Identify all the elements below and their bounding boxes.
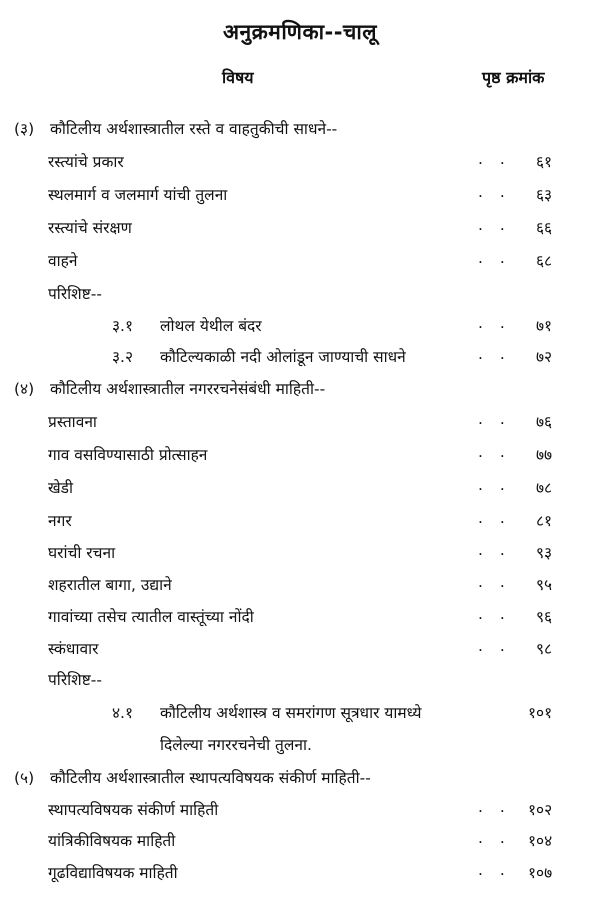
section-heading [0, 766, 600, 794]
appendix-entry [0, 314, 600, 342]
leader-dots: . . [478, 150, 511, 168]
appendix-number: ३.२ [112, 348, 134, 366]
entry-text: नगर [48, 512, 72, 530]
page-number: ९३ [536, 544, 553, 562]
toc-entry [0, 249, 600, 277]
toc-entry [0, 637, 600, 665]
section-number: (३) [14, 120, 35, 138]
leader-dots: . . [478, 509, 511, 527]
leader-dots: . . [478, 573, 511, 591]
entry-text: स्थलमार्ग व जलमार्ग यांची तुलना [48, 186, 228, 204]
page-number: १०२ [528, 801, 553, 819]
entry-text: घरांची रचना [48, 544, 116, 562]
page-number: ७८ [536, 479, 553, 497]
appendix-entry-continuation [0, 733, 600, 761]
toc-entry [0, 150, 600, 178]
leader-dots: . . [478, 216, 511, 234]
page-number: ६१ [536, 153, 553, 171]
page-number: ७१ [536, 317, 553, 335]
appendix-entry [0, 345, 600, 373]
appendix-text: लोथल येथील बंदर [160, 317, 262, 335]
toc-entry [0, 216, 600, 244]
leader-dots: . . [478, 476, 511, 494]
toc-entry [0, 861, 600, 889]
page-number: १०४ [528, 832, 553, 850]
entry-text: शहरातील बागा, उद्याने [48, 576, 172, 594]
page-number: ६३ [536, 186, 553, 204]
toc-entry [0, 410, 600, 438]
leader-dots: . . [478, 345, 511, 363]
page-number-column-header: पृष्ठ क्रमांक [482, 68, 545, 87]
toc-entry [0, 541, 600, 569]
section-number: (४) [14, 380, 35, 398]
section-title: कौटिलीय अर्थशास्त्रातील नगररचनेसंबंधी माहिती-- [50, 380, 326, 398]
subject-column-header: विषय [222, 68, 254, 87]
entry-text: स्कंधावार [48, 640, 99, 658]
leader-dots: . . [478, 798, 511, 816]
leader-dots: . . [478, 605, 511, 623]
toc-entry [0, 829, 600, 857]
entry-text: स्थापत्यविषयक संकीर्ण माहिती [48, 801, 219, 819]
appendix-entry [0, 701, 600, 729]
appendix-label: परिशिष्ट-- [48, 285, 102, 303]
appendix-number: ३.१ [112, 317, 134, 335]
entry-text: खेडी [48, 479, 73, 497]
toc-entry [0, 509, 600, 537]
toc-entry [0, 443, 600, 471]
entry-text: गूढविद्याविषयक माहिती [48, 864, 178, 882]
page-number: १०७ [528, 864, 553, 882]
section-title: कौटिलीय अर्थशास्त्रातील स्थापत्यविषयक संकीर्ण माहिती-- [50, 769, 371, 787]
entry-text: प्रस्तावना [48, 413, 97, 431]
leader-dots: . . [478, 829, 511, 847]
leader-dots: . . [478, 637, 511, 655]
section-number: (५) [14, 769, 35, 787]
leader-dots: . . [478, 183, 511, 201]
leader-dots: . . [478, 314, 511, 332]
appendix-text: दिलेल्या नगररचनेची तुलना. [160, 736, 312, 754]
entry-text: रस्त्यांचे प्रकार [48, 153, 124, 171]
leader-dots: . . [478, 410, 511, 428]
entry-text: गावांच्या तसेच त्यातील वास्तूंच्या नोंदी [48, 608, 254, 626]
page-number: ६८ [536, 252, 553, 270]
toc-entry [0, 605, 600, 633]
appendix-heading [0, 668, 600, 696]
toc-entry [0, 798, 600, 826]
page-number: ८१ [536, 512, 553, 530]
leader-dots: . . [478, 541, 511, 559]
section-heading [0, 377, 600, 405]
page-number: ७७ [536, 446, 553, 464]
page-number: ७६ [536, 413, 553, 431]
page-number: ९६ [536, 608, 553, 626]
page-number: ९८ [536, 640, 553, 658]
page-number: ६६ [536, 219, 553, 237]
entry-text: गाव वसविण्यासाठी प्रोत्साहन [48, 446, 208, 464]
leader-dots: . . [478, 443, 511, 461]
page-number: ९५ [536, 576, 553, 594]
entry-text: यांत्रिकीविषयक माहिती [48, 832, 176, 850]
page-number: ७२ [536, 348, 553, 366]
leader-dots: . . [478, 861, 511, 879]
appendix-text: कौटिल्यकाळी नदी ओलांडून जाण्याची साधने [160, 348, 406, 366]
appendix-heading [0, 282, 600, 310]
leader-dots: . . [478, 249, 511, 267]
appendix-number: ४.१ [112, 704, 134, 722]
appendix-label: परिशिष्ट-- [48, 671, 102, 689]
section-heading [0, 117, 600, 145]
entry-text: वाहने [48, 252, 78, 270]
toc-entry [0, 573, 600, 601]
page-title: अनुक्रमणिका--चालू [222, 20, 378, 44]
entry-text: रस्त्यांचे संरक्षण [48, 219, 132, 237]
toc-entry [0, 476, 600, 504]
section-title: कौटिलीय अर्थशास्त्रातील रस्ते व वाहतुकीची साधने-- [50, 120, 338, 138]
appendix-text: कौटिलीय अर्थशास्त्र व समरांगण सूत्रधार यामध्ये [160, 704, 422, 722]
page-number: १०१ [528, 704, 553, 722]
toc-entry [0, 183, 600, 211]
